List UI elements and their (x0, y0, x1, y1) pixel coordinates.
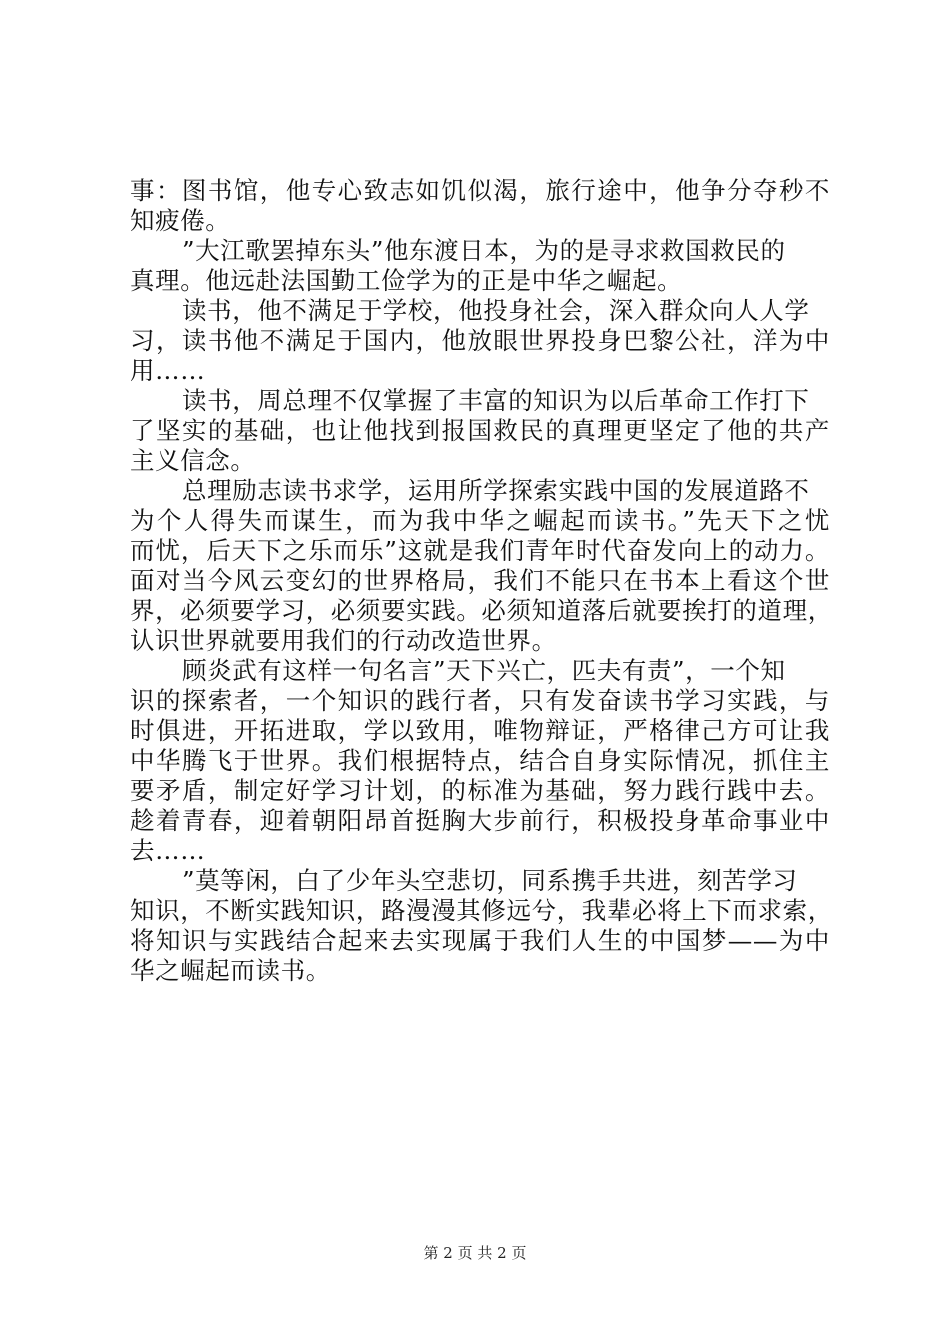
text-line: 面对当今风云变幻的世界格局，我们不能只在书本上看这个世 (130, 566, 830, 595)
text-line: 认识世界就要用我们的行动改造世界。 (130, 626, 557, 655)
paragraph-start-line: 总理励志读书求学，运用所学探索实践中国的发展道路不 (182, 476, 810, 505)
text-line: 用…… (130, 356, 206, 385)
text-line: 为个人得失而谋生，而为我中华之崛起而读书。”先天下之忧 (130, 506, 830, 535)
paragraph-start-line: ”大江歌罢掉东头”他东渡日本，为的是寻求救国救民的 (182, 236, 786, 265)
text-line: 要矛盾，制定好学习计划，的标准为基础，努力践行践中去。 (130, 776, 830, 805)
page-number-footer: 第 2 页 共 2 页 (423, 1244, 527, 1262)
document-body (130, 176, 833, 986)
text-line: 趁着青春，迎着朝阳昂首挺胸大步前行，积极投身革命事业中 (130, 806, 830, 835)
text-line: 去…… (130, 836, 206, 865)
text-line: 华之崛起而读书。 (130, 956, 331, 985)
text-line: 识的探索者，一个知识的践行者，只有发奋读书学习实践，与 (130, 686, 830, 715)
text-line: 主义信念。 (130, 446, 256, 475)
text-line: 知疲倦。 (130, 206, 231, 235)
text-line: 真理。他远赴法国勤工俭学为的正是中华之崛起。 (130, 266, 683, 295)
text-line: 中华腾飞于世界。我们根据特点，结合自身实际情况，抓住主 (130, 746, 830, 775)
text-line: 界，必须要学习，必须要实践。必须知道落后就要挨打的道理， (130, 596, 833, 625)
text-line: 而忧，后天下之乐而乐”这就是我们青年时代奋发向上的动力。 (130, 536, 830, 565)
text-line: 习，读书他不满足于国内，他放眼世界投身巴黎公社，洋为中 (130, 326, 830, 355)
text-line: 时俱进，开拓进取，学以致用，唯物辩证，严格律己方可让我 (130, 716, 830, 745)
text-line: 知识，不断实践知识，路漫漫其修远兮，我辈必将上下而求索， (130, 896, 833, 925)
paragraph-start-line: ”莫等闲，白了少年头空悲切，同系携手共进，刻苦学习 (182, 866, 798, 895)
paragraph-start-line: 读书，周总理不仅掌握了丰富的知识为以后革命工作打下 (182, 386, 810, 415)
text-line: 事：图书馆，他专心致志如饥似渴，旅行途中，他争分夺秒不 (130, 176, 830, 205)
text-line: 将知识与实践结合起来去实现属于我们人生的中国梦——为中 (130, 926, 830, 955)
text-line: 了坚实的基础，也让他找到报国救民的真理更坚定了他的共产 (130, 416, 830, 445)
paragraph-start-line: 顾炎武有这样一句名言”天下兴亡，匹夫有责”，一个知 (182, 656, 786, 685)
paragraph-start-line: 读书，他不满足于学校，他投身社会，深入群众向人人学 (182, 296, 810, 325)
